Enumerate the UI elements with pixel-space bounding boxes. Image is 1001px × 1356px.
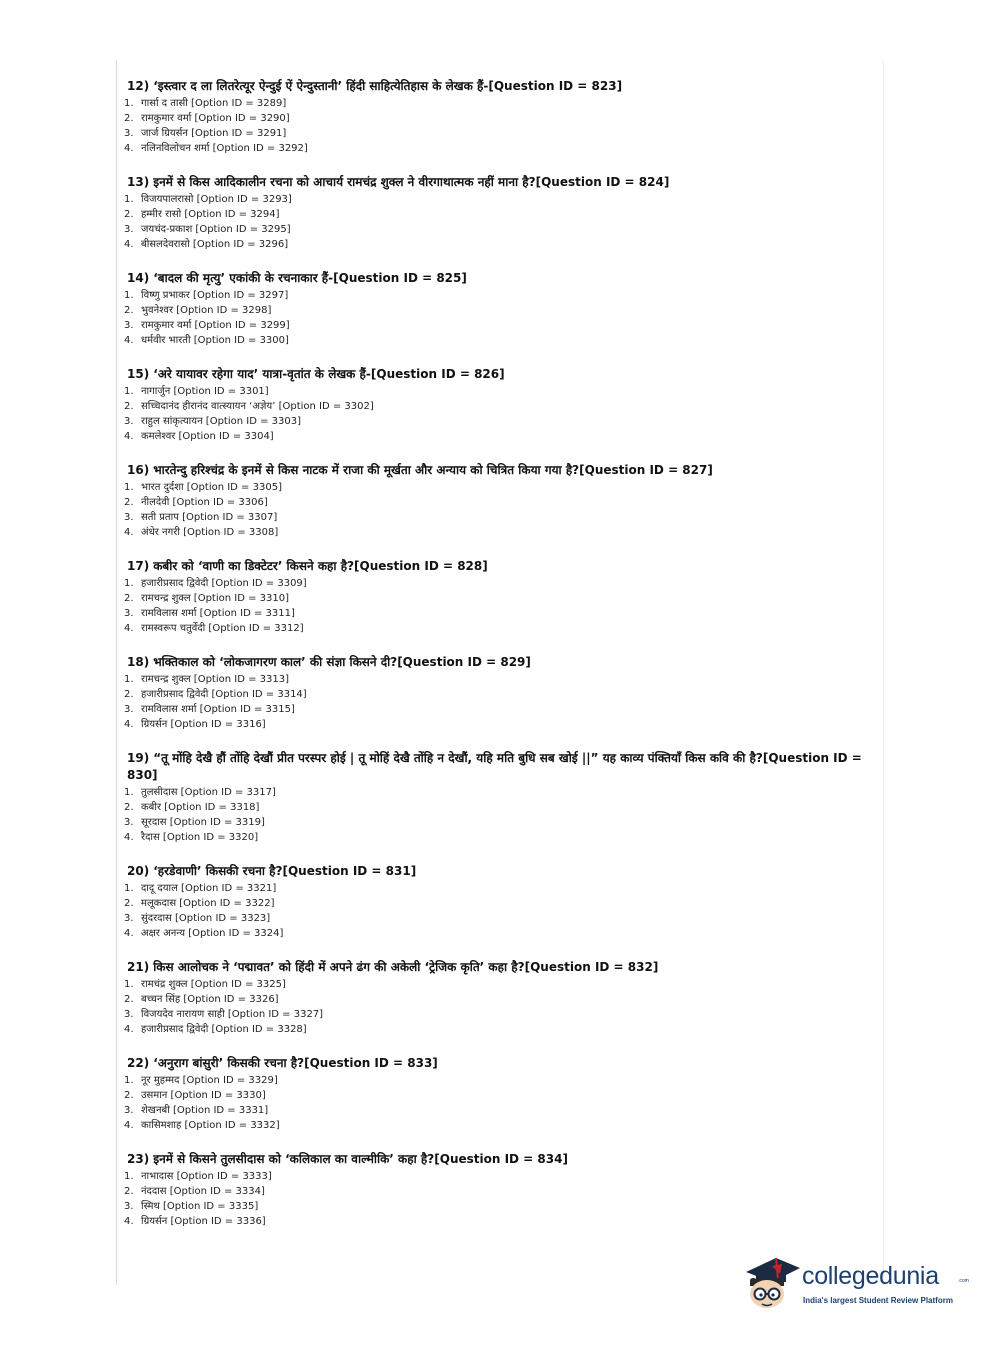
option-item — [124, 977, 869, 992]
option-list — [124, 96, 869, 156]
option-text: विष्णु प्रभाकर [Option ID = 3297] — [141, 290, 289, 301]
option-item — [124, 1103, 869, 1118]
question-number: 15) — [127, 367, 150, 381]
question-block — [124, 750, 869, 845]
question-label: ‘अनुराग बांसुरी’ किसकी रचना है?[Question ID = 833] — [153, 1056, 438, 1070]
question-number: 21) — [127, 960, 150, 974]
option-text: अंधेर नगरी [Option ID = 3308] — [141, 527, 279, 538]
option-item — [124, 896, 869, 911]
option-text: रामचन्द्र शुक्ल [Option ID = 3313] — [141, 674, 289, 685]
option-text: तुलसीदास [Option ID = 3317] — [141, 787, 276, 798]
option-index: 4. — [124, 431, 134, 442]
option-text: दादू दयाल [Option ID = 3321] — [141, 883, 277, 894]
option-item — [124, 785, 869, 800]
question-label: किस आलोचक ने ‘पद्मावत’ को हिंदी में अपने ढंग की अकेली ‘ट्रेजिक कृति’ कहा है?[Question ID = 832] — [153, 960, 659, 974]
question-label: इनमें से किस आदिकालीन रचना को आचार्य रामचंद्र शुक्ल ने वीरगाथात्मक नहीं माना है?[Question ID = 824] — [153, 175, 670, 189]
option-index: 4. — [124, 1024, 134, 1035]
option-item — [124, 1214, 869, 1229]
option-text: नाभादास [Option ID = 3333] — [141, 1171, 272, 1182]
option-item — [124, 815, 869, 830]
right-margin-rule — [883, 60, 884, 1285]
option-text: जयचंद-प्रकाश [Option ID = 3295] — [141, 224, 291, 235]
question-number: 13) — [127, 175, 150, 189]
option-item — [124, 288, 869, 303]
question-text — [127, 366, 869, 383]
option-item — [124, 96, 869, 111]
question-text — [127, 863, 869, 880]
question-block — [124, 270, 869, 348]
option-index: 2. — [124, 898, 134, 909]
option-index: 3. — [124, 913, 134, 924]
option-text: रामकुमार वर्मा [Option ID = 3299] — [141, 320, 290, 331]
option-text: कमलेश्वर [Option ID = 3304] — [141, 431, 274, 442]
question-block — [124, 959, 869, 1037]
option-index: 1. — [124, 1171, 134, 1182]
option-item — [124, 429, 869, 444]
option-index: 3. — [124, 128, 134, 139]
option-text: रामस्वरूप चतुर्वेदी [Option ID = 3312] — [141, 623, 304, 634]
option-text: सुंदरदास [Option ID = 3323] — [141, 913, 271, 924]
question-number: 23) — [127, 1152, 150, 1166]
question-text — [127, 174, 869, 191]
question-label: ‘अरे यायावर रहेगा याद’ यात्रा-वृतांत के लेखक हैं-[Question ID = 826] — [153, 367, 505, 381]
option-text: बच्चन सिंह [Option ID = 3326] — [141, 994, 279, 1005]
option-index: 3. — [124, 817, 134, 828]
option-text: रामकुमार वर्मा [Option ID = 3290] — [141, 113, 290, 124]
option-item — [124, 576, 869, 591]
option-text: भारत दुर्दशा [Option ID = 3305] — [141, 482, 282, 493]
option-item — [124, 111, 869, 126]
option-index: 1. — [124, 787, 134, 798]
option-index: 2. — [124, 497, 134, 508]
question-text — [127, 654, 869, 671]
option-text: शेखनबी [Option ID = 3331] — [141, 1105, 269, 1116]
option-text: रामविलास शर्मा [Option ID = 3315] — [141, 704, 295, 715]
option-item — [124, 881, 869, 896]
option-text: हजारीप्रसाद द्विवेदी [Option ID = 3328] — [141, 1024, 307, 1035]
question-label: ‘बादल की मृत्यु’ एकांकी के रचनाकार हैं-[Question ID = 825] — [153, 271, 467, 285]
option-text: नलिनविलोचन शर्मा [Option ID = 3292] — [141, 143, 308, 154]
option-text: नंददास [Option ID = 3334] — [141, 1186, 265, 1197]
option-text: हम्मीर रासो [Option ID = 3294] — [141, 209, 280, 220]
option-index: 2. — [124, 401, 134, 412]
option-text: विजयपालरासो [Option ID = 3293] — [141, 194, 292, 205]
option-item — [124, 126, 869, 141]
option-index: 1. — [124, 1075, 134, 1086]
option-index: 2. — [124, 305, 134, 316]
option-item — [124, 414, 869, 429]
question-number: 20) — [127, 864, 150, 878]
option-list — [124, 977, 869, 1037]
question-number: 18) — [127, 655, 150, 669]
option-index: 1. — [124, 578, 134, 589]
option-index: 4. — [124, 239, 134, 250]
option-item — [124, 1007, 869, 1022]
question-number: 14) — [127, 271, 150, 285]
option-item — [124, 495, 869, 510]
question-text — [127, 462, 869, 479]
question-text — [127, 78, 869, 95]
option-index: 2. — [124, 1090, 134, 1101]
option-list — [124, 1073, 869, 1133]
question-block — [124, 78, 869, 156]
option-text: सच्चिदानंद हीरानंद वात्स्यायन ‘अज्ञेय’ [Option ID = 3302] — [141, 401, 374, 412]
brand-name: collegedunia — [802, 1262, 939, 1290]
option-item — [124, 992, 869, 1007]
question-number: 16) — [127, 463, 150, 477]
option-item — [124, 1073, 869, 1088]
option-index: 4. — [124, 832, 134, 843]
option-list — [124, 1169, 869, 1229]
brand-tagline: India's largest Student Review Platform — [803, 1296, 953, 1305]
option-index: 4. — [124, 928, 134, 939]
question-text — [127, 959, 869, 976]
option-item — [124, 333, 869, 348]
option-item — [124, 1088, 869, 1103]
option-index: 3. — [124, 320, 134, 331]
option-index: 4. — [124, 719, 134, 730]
option-index: 1. — [124, 98, 134, 109]
option-text: अक्षर अनन्य [Option ID = 3324] — [141, 928, 284, 939]
option-item — [124, 237, 869, 252]
option-text: राहुल सांकृत्यायन [Option ID = 3303] — [141, 416, 301, 427]
option-index: 2. — [124, 593, 134, 604]
option-index: 1. — [124, 979, 134, 990]
option-item — [124, 510, 869, 525]
question-text — [127, 1055, 869, 1072]
option-text: रामविलास शर्मा [Option ID = 3311] — [141, 608, 295, 619]
option-text: विजयदेव नारायण साही [Option ID = 3327] — [141, 1009, 324, 1020]
option-text: बीसलदेवरासो [Option ID = 3296] — [141, 239, 289, 250]
option-index: 3. — [124, 1009, 134, 1020]
option-index: 4. — [124, 1120, 134, 1131]
option-text: स्मिथ [Option ID = 3335] — [141, 1201, 259, 1212]
option-list — [124, 881, 869, 941]
option-index: 2. — [124, 209, 134, 220]
question-block — [124, 366, 869, 444]
option-item — [124, 672, 869, 687]
option-index: 3. — [124, 416, 134, 427]
option-index: 3. — [124, 608, 134, 619]
option-index: 2. — [124, 994, 134, 1005]
question-label: ‘इस्त्वार द ला लितरेत्यूर ऐन्दुई ऐं ऐन्दुस्तानी’ हिंदी साहित्येतिहास के लेखक हैं-[Question ID = 823] — [153, 79, 623, 93]
option-text: धर्मवीर भारती [Option ID = 3300] — [141, 335, 289, 346]
option-index: 4. — [124, 335, 134, 346]
option-list — [124, 785, 869, 845]
option-item — [124, 1199, 869, 1214]
option-text: कबीर [Option ID = 3318] — [141, 802, 260, 813]
option-item — [124, 480, 869, 495]
option-index: 3. — [124, 1201, 134, 1212]
option-index: 1. — [124, 883, 134, 894]
question-block — [124, 1151, 869, 1229]
question-label: भक्तिकाल को ‘लोकजागरण काल’ की संज्ञा किसने दी?[Question ID = 829] — [153, 655, 531, 669]
option-list — [124, 192, 869, 252]
question-block — [124, 558, 869, 636]
option-index: 2. — [124, 689, 134, 700]
question-number: 19) — [127, 751, 150, 765]
brand-domain: .com — [958, 1278, 969, 1284]
option-item — [124, 621, 869, 636]
question-block — [124, 174, 869, 252]
option-item — [124, 926, 869, 941]
option-item — [124, 702, 869, 717]
option-item — [124, 800, 869, 815]
question-block — [124, 654, 869, 732]
option-text: हजारीप्रसाद द्विवेदी [Option ID = 3309] — [141, 578, 307, 589]
question-number: 22) — [127, 1056, 150, 1070]
option-item — [124, 192, 869, 207]
option-list — [124, 384, 869, 444]
question-number: 12) — [127, 79, 150, 93]
option-text: ग्रियर्सन [Option ID = 3336] — [141, 1216, 266, 1227]
option-item — [124, 399, 869, 414]
option-index: 4. — [124, 143, 134, 154]
question-text — [127, 750, 869, 784]
option-index: 1. — [124, 290, 134, 301]
option-index: 2. — [124, 1186, 134, 1197]
question-label: “तू मोंहि देखै हौं तोंहि देखौं प्रीत परस्पर होई | तू मोहिं देखै तोंहि न देखौं, यहि मति बुधि सब खोई ||” यह काव्य पंक्तियाँ किस कवि की है?[Question ID = 830] — [127, 751, 862, 782]
option-item — [124, 1022, 869, 1037]
left-margin-rule — [116, 60, 117, 1285]
option-text: सती प्रताप [Option ID = 3307] — [141, 512, 278, 523]
option-item — [124, 1184, 869, 1199]
question-block — [124, 462, 869, 540]
option-index: 1. — [124, 386, 134, 397]
option-text: कासिमशाह [Option ID = 3332] — [141, 1120, 280, 1131]
option-list — [124, 576, 869, 636]
option-index: 4. — [124, 623, 134, 634]
option-item — [124, 687, 869, 702]
question-block — [124, 1055, 869, 1133]
option-item — [124, 717, 869, 732]
option-item — [124, 318, 869, 333]
question-label: कबीर को ‘वाणी का डिक्टेटर’ किसने कहा है?[Question ID = 828] — [153, 559, 488, 573]
option-text: उसमान [Option ID = 3330] — [141, 1090, 266, 1101]
question-list — [124, 78, 869, 1247]
option-item — [124, 525, 869, 540]
option-index: 4. — [124, 1216, 134, 1227]
option-item — [124, 830, 869, 845]
option-text: मलूकदास [Option ID = 3322] — [141, 898, 275, 909]
option-item — [124, 384, 869, 399]
option-index: 1. — [124, 194, 134, 205]
option-index: 3. — [124, 224, 134, 235]
option-text: भुवनेश्वर [Option ID = 3298] — [141, 305, 272, 316]
option-index: 2. — [124, 802, 134, 813]
mascot-icon — [742, 1250, 804, 1314]
question-label: भारतेन्दु हरिश्चंद्र के इनमें से किस नाटक में राजा की मूर्खता और अन्याय को चित्रित किया गया है?[Question ID = 827] — [153, 463, 713, 477]
option-item — [124, 222, 869, 237]
option-item — [124, 303, 869, 318]
question-text — [127, 558, 869, 575]
option-text: गार्सा द तासी [Option ID = 3289] — [141, 98, 287, 109]
option-item — [124, 1118, 869, 1133]
option-index: 3. — [124, 1105, 134, 1116]
option-text: रामचन्द्र शुक्ल [Option ID = 3310] — [141, 593, 289, 604]
option-item — [124, 207, 869, 222]
question-text — [127, 270, 869, 287]
option-item — [124, 141, 869, 156]
option-index: 2. — [124, 113, 134, 124]
option-text: रैदास [Option ID = 3320] — [141, 832, 259, 843]
question-label: इनमें से किसने तुलसीदास को ‘कलिकाल का वाल्मीकि’ कहा है?[Question ID = 834] — [153, 1152, 568, 1166]
option-index: 1. — [124, 674, 134, 685]
option-text: हजारीप्रसाद द्विवेदी [Option ID = 3314] — [141, 689, 307, 700]
option-text: नीलदेवी [Option ID = 3306] — [141, 497, 268, 508]
option-index: 3. — [124, 512, 134, 523]
option-item — [124, 911, 869, 926]
option-text: नूर मुहम्मद [Option ID = 3329] — [141, 1075, 278, 1086]
option-text: नागार्जुन [Option ID = 3301] — [141, 386, 269, 397]
option-index: 3. — [124, 704, 134, 715]
option-item — [124, 606, 869, 621]
collegedunia-logo[interactable] — [742, 1250, 972, 1314]
option-index: 4. — [124, 527, 134, 538]
option-item — [124, 1169, 869, 1184]
question-block — [124, 863, 869, 941]
option-item — [124, 591, 869, 606]
option-text: ग्रियर्सन [Option ID = 3316] — [141, 719, 266, 730]
question-label: ‘हरडेवाणी’ किसकी रचना है?[Question ID = 831] — [153, 864, 417, 878]
option-list — [124, 288, 869, 348]
option-text: सूरदास [Option ID = 3319] — [141, 817, 265, 828]
option-text: रामचंद्र शुक्ल [Option ID = 3325] — [141, 979, 286, 990]
option-index: 1. — [124, 482, 134, 493]
option-list — [124, 672, 869, 732]
question-text — [127, 1151, 869, 1168]
question-number: 17) — [127, 559, 150, 573]
option-list — [124, 480, 869, 540]
option-text: जार्ज ग्रियर्सन [Option ID = 3291] — [141, 128, 287, 139]
